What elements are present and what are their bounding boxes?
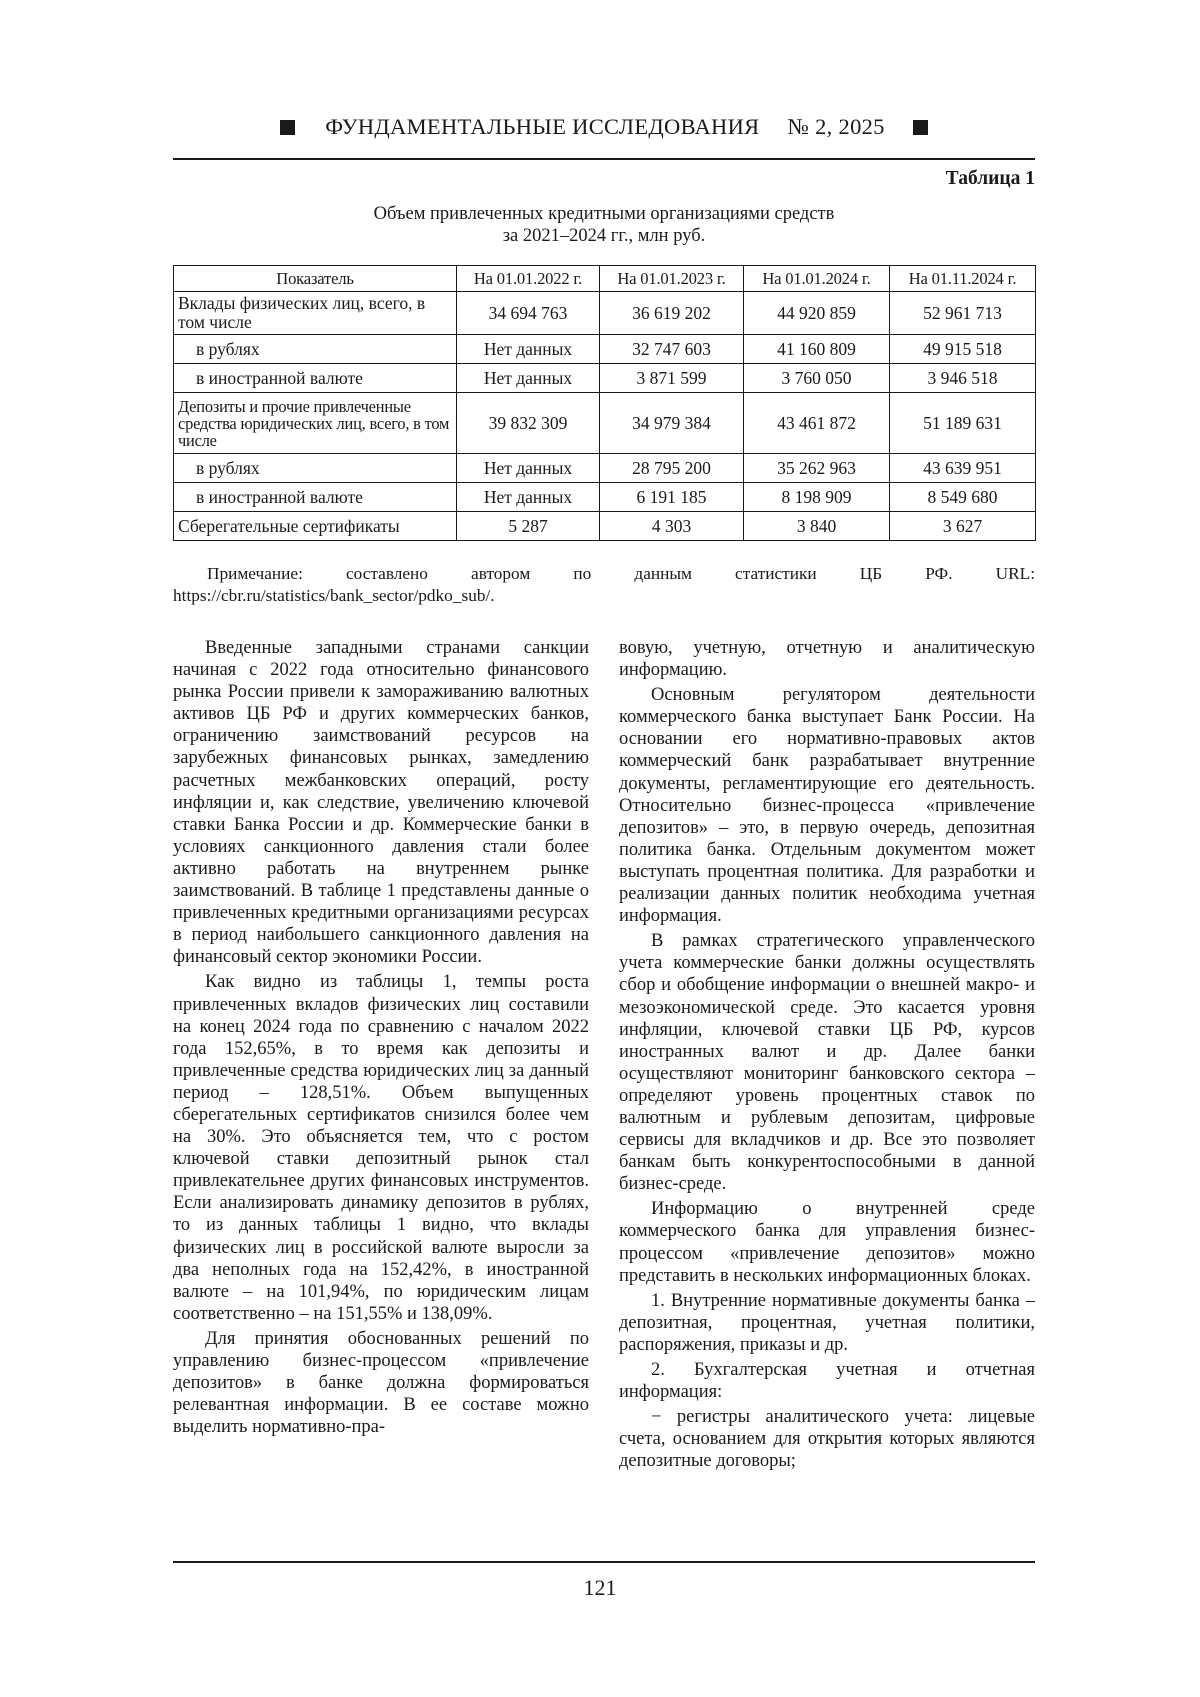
table-cell: 6 191 185 [600,483,744,512]
paragraph: вовую, учетную, отчетную и аналитическую информацию. [619,638,1035,681]
table-cell: 51 189 631 [890,393,1036,454]
paragraph: В рамках стратегического управленческого учета коммерческие банки должны осуществлять сбор и обобщение информации о внешней макро- и мезоэкономической среде. Это касается уровня инфляции, ключевой ставки ЦБ РФ, курсов иностранных валют и др. Далее банки осуществляют мониторинг банковского сектора – определяют уровень процентных ставок по валютным и рублевым депозитам, цифровые сервисы для вкладчиков и др. Все это позволяет банкам быть конкурентоспособными в данной бизнес-среде. [619,931,1035,1195]
paragraph: − регистры аналитического учета: лицевые счета, основанием для открытия которых являются депозитные договоры; [619,1407,1035,1472]
footer-rule [173,1561,1035,1563]
table-row [174,483,1036,512]
table-cell: 3 760 050 [744,364,890,393]
table-header-row [174,266,1036,292]
table-row [174,292,1036,335]
paragraph: Для принятия обоснованных решений по управлению бизнес-процессом «привлечение депозитов» в банке должна формироваться релевантная информации. В ее составе можно выделить нормативно-пра- [173,1328,589,1438]
left-column [173,637,589,1438]
table-row [174,335,1036,364]
table-cell: 5 287 [457,512,600,541]
table-cell: 3 840 [744,512,890,541]
paragraph: Основным регулятором деятельности коммерческого банка выступает Банк России. На основании его нормативно-правовых актов коммерческий банк разрабатывает внутренние документы, регламентирующие его деятельность. Относительно бизнес-процесса «привлечение депозитов» – это, в первую очередь, депозитная политика банка. Отдельным документом может выступать процентная политика. Для разработки и реализации данных политик необходима учетная информация. [619,685,1035,927]
table-cell: 32 747 603 [600,335,744,364]
square-bullet-icon [280,120,295,135]
column-header: На 01.11.2024 г. [890,266,1036,292]
table-cell: Нет данных [457,335,600,364]
paragraph: Введенные западными странами санкции начиная с 2022 года относительно финансового рынка России привели к замораживанию валютных активов ЦБ РФ и других коммерческих банков, ограничению заимствований ресурсов на зарубежных финансовых рынках, замедлению расчетных межбанковских операций, росту инфляции и, как следствие, увеличению ключевой ставки Банка России и др. Коммерческие банки в условиях санкционного давления стали более активно работать на внутреннем рынке заимствований. В таблице 1 представлены данные о привлеченных кредитными организациями ресурсах в период наибольшего санкционного давления на финансовый сектор экономики России. [173,638,589,968]
table-cell: 35 262 963 [744,454,890,483]
header-rule [173,158,1035,160]
table-cell: 8 549 680 [890,483,1036,512]
table-row [174,364,1036,393]
column-header: На 01.01.2022 г. [457,266,600,292]
table-cell: 8 198 909 [744,483,890,512]
running-header [173,110,1035,144]
table-cell: Нет данных [457,364,600,393]
issue-number: № 2, 2025 [787,114,885,139]
table-cell: 52 961 713 [890,292,1036,335]
table-cell: 49 915 518 [890,335,1036,364]
table-cell: 34 979 384 [600,393,744,454]
table-cell: 28 795 200 [600,454,744,483]
table-cell: 3 627 [890,512,1036,541]
table-cell: 44 920 859 [744,292,890,335]
table-row [174,393,1036,454]
paragraph: 1. Внутренние нормативные документы банка – депозитная, процентная, учетная политики, распоряжения, приказы и др. [619,1290,1035,1355]
paragraph: Информацию о внутренней среде коммерческого банка для управления бизнес-процессом «привлечение депозитов» можно представить в нескольких информационных блоках. [619,1199,1035,1286]
table-cell: 43 461 872 [744,393,890,454]
caption-line: Объем привлеченных кредитными организациями средств [373,204,835,224]
table-cell: 39 832 309 [457,393,600,454]
column-header: На 01.01.2023 г. [600,266,744,292]
paragraph: 2. Бухгалтерская учетная и отчетная информация: [619,1360,1035,1403]
column-header: На 01.01.2024 г. [744,266,890,292]
table-cell: 41 160 809 [744,335,890,364]
row-label: Сберегательные сертификаты [174,512,457,541]
row-label: в рублях [174,335,457,364]
page-number: 121 [583,1575,617,1600]
table-caption [173,203,1035,247]
paragraph: Как видно из таблицы 1, темпы роста привлеченных вкладов физических лиц составили на конец 2024 года по сравнению с началом 2022 года 152,65%, в то время как депозиты и привлеченные средства юридических лиц за данный период – 128,51%. Объем выпущенных сберегательных сертификатов снизился более чем на 30%. Это объясняется тем, что с ростом ключевой ставки депозитный рынок стал привлекательнее других финансовых инструментов. Если анализировать динамику депозитов в рублях, то из данных таблицы 1 видно, что вклады физических лиц в российской валюте выросли за два неполных года на 152,42%, в иностранной валюте – на 101,94%, по юридическим лицам соответственно – на 151,55% и 138,09%. [173,972,589,1324]
right-column [619,637,1035,1472]
table-note: Примечание: составлено автором по данным статистики ЦБ РФ. URL: https://cbr.ru/statistics/bank_sector/pdko_sub/. [173,564,1035,605]
deposits-table [173,265,1036,541]
row-label: Депозиты и прочие привлеченные средства юридических лиц, всего, в том числе [174,393,457,454]
square-bullet-icon [913,120,928,135]
table-cell: Нет данных [457,454,600,483]
table-label: Таблица 1 [945,168,1035,189]
table-cell: 3 871 599 [600,364,744,393]
table-cell: 43 639 951 [890,454,1036,483]
table-row [174,454,1036,483]
row-label: в иностранной валюте [174,483,457,512]
table-cell: 4 303 [600,512,744,541]
caption-line: за 2021–2024 гг., млн руб. [502,226,706,246]
row-label: в иностранной валюте [174,364,457,393]
table-cell: Нет данных [457,483,600,512]
row-label: в рублях [174,454,457,483]
journal-title: ФУНДАМЕНТАЛЬНЫЕ ИССЛЕДОВАНИЯ [325,114,760,139]
row-label: Вклады физических лиц, всего, в том числе [174,292,457,335]
table-cell: 34 694 763 [457,292,600,335]
table-cell: 3 946 518 [890,364,1036,393]
column-header: Показатель [174,266,457,292]
table-row [174,512,1036,541]
table-cell: 36 619 202 [600,292,744,335]
